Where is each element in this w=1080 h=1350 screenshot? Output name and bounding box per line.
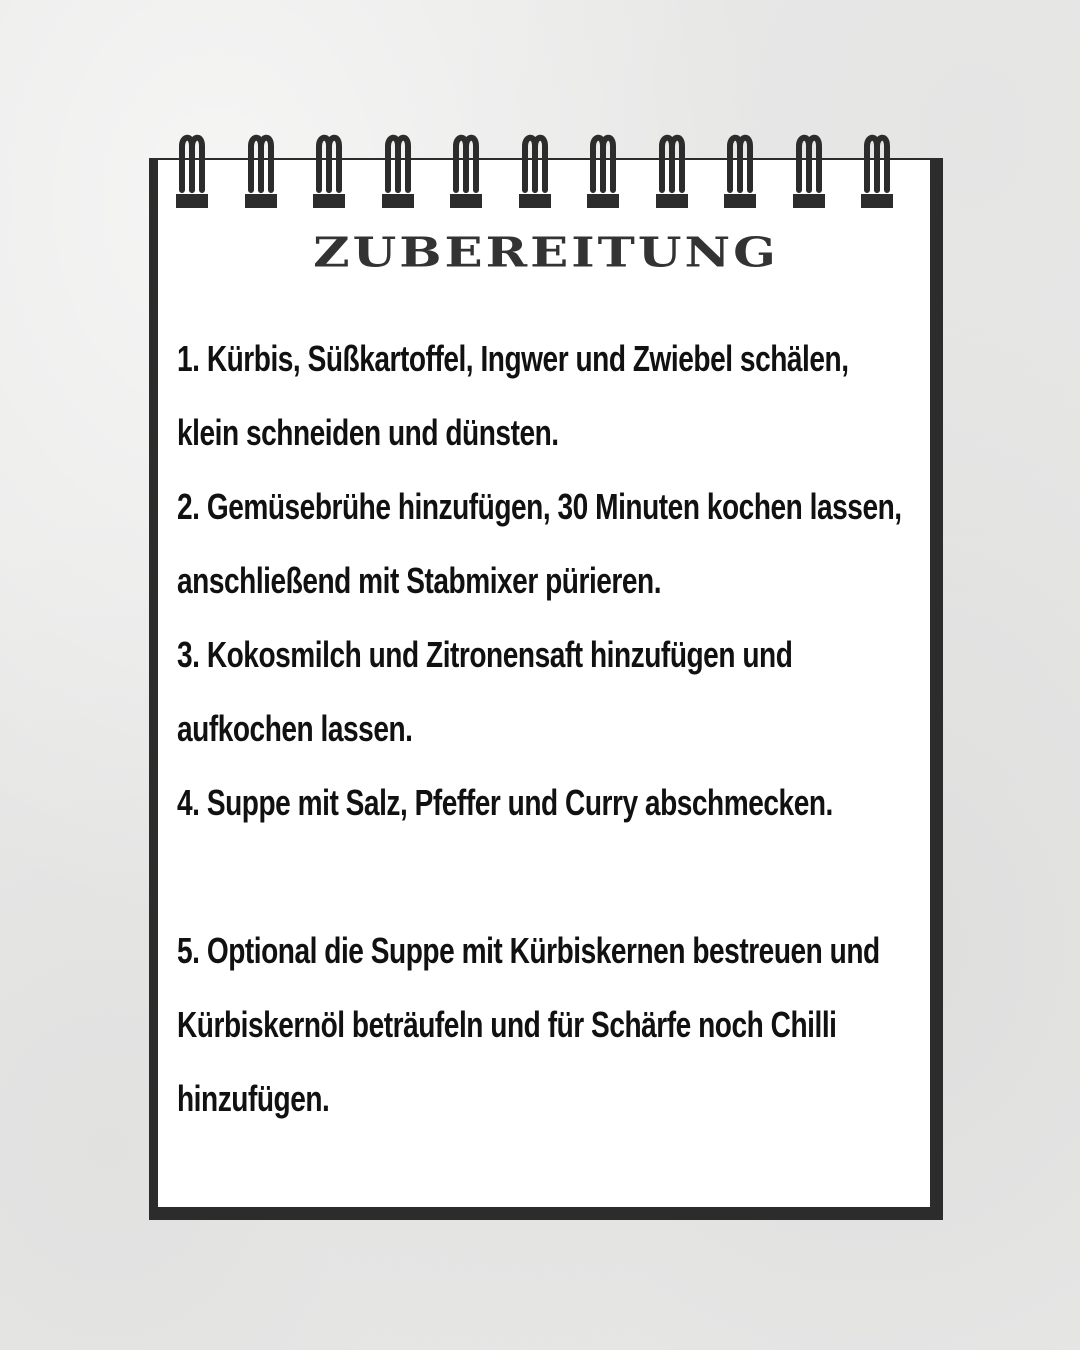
spiral-binding-ring-icon: [855, 128, 899, 214]
step-3: 3. Kokosmilch und Zitronensaft hinzufügen und aufkochen lassen.: [177, 634, 793, 749]
preparation-steps: [177, 322, 917, 1136]
step-4: 4. Suppe mit Salz, Pfeffer und Curry abschmecken.: [177, 782, 833, 823]
step-5: 5. Optional die Suppe mit Kürbiskernen bestreuen und Kürbiskernöl beträufeln und für Schärfe noch Chilli hinzufügen.: [177, 930, 880, 1119]
spiral-binding-ring-icon: [581, 128, 625, 214]
spiral-binding-ring-icon: [444, 128, 488, 214]
spiral-binding: [170, 128, 910, 218]
spiral-binding-ring-icon: [307, 128, 351, 214]
spiral-binding-ring-icon: [376, 128, 420, 214]
step-spacer: [177, 840, 917, 914]
spiral-binding-ring-icon: [513, 128, 557, 214]
spiral-binding-ring-icon: [787, 128, 831, 214]
page-title: ZUBEREITUNG: [313, 228, 779, 277]
step-2: 2. Gemüsebrühe hinzufügen, 30 Minuten kochen lassen, anschließend mit Stabmixer pürieren.: [177, 486, 902, 601]
spiral-binding-ring-icon: [718, 128, 762, 214]
spiral-binding-ring-icon: [650, 128, 694, 214]
step-1: 1. Kürbis, Süßkartoffel, Ingwer und Zwiebel schälen, klein schneiden und dünsten.: [177, 338, 849, 453]
spiral-binding-ring-icon: [170, 128, 214, 214]
spiral-binding-ring-icon: [239, 128, 283, 214]
